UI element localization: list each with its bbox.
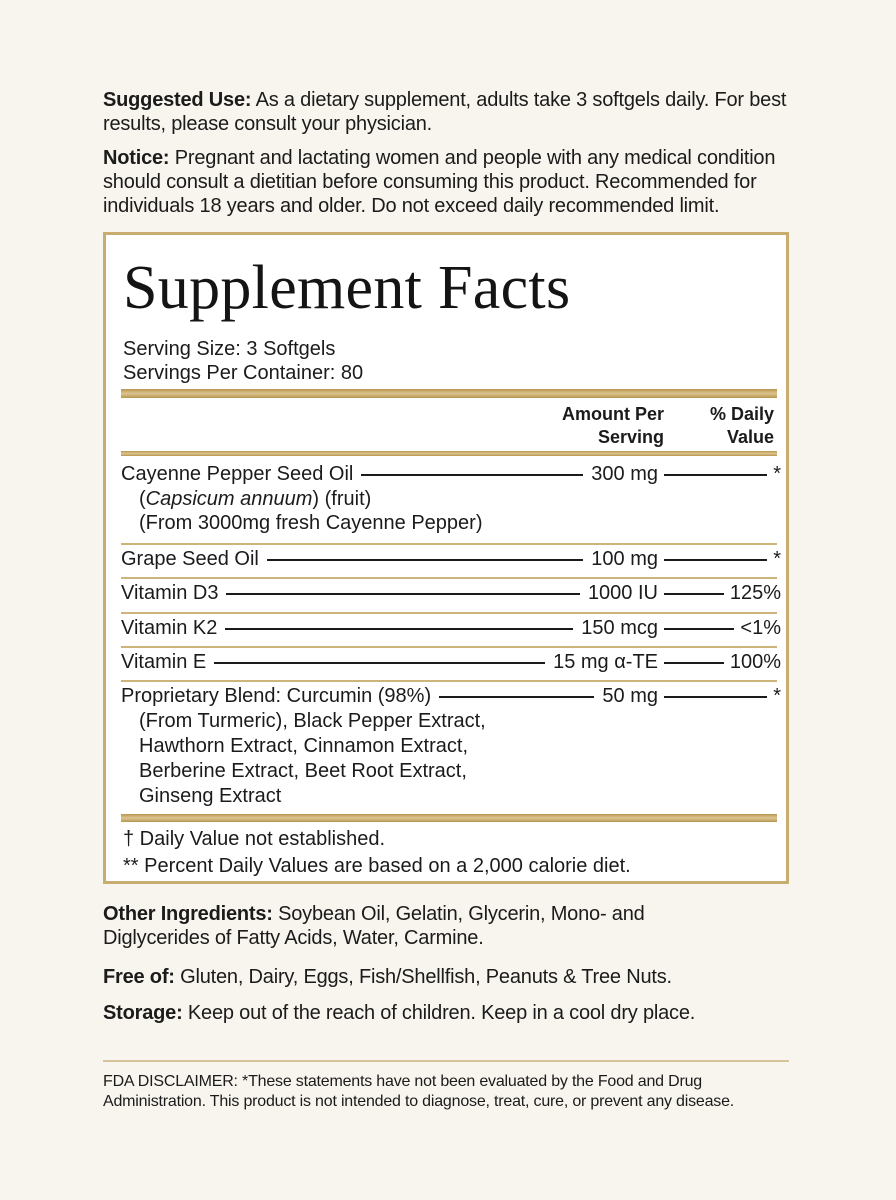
dv-header-line2: Value (726, 427, 774, 447)
ingredient-subline: Ginseng Extract (139, 785, 282, 807)
storage-label: Storage: (103, 1002, 183, 1024)
ingredient-name: Cayenne Pepper Seed Oil (121, 462, 361, 486)
ingredient-subline (139, 487, 371, 511)
storage (103, 1001, 803, 1025)
ingredient-subline: Berberine Extract, Beet Root Extract, (139, 760, 467, 782)
amount-header-line2: Serving (597, 427, 664, 447)
ingredient-name: Grape Seed Oil (121, 547, 267, 571)
free-of-label: Free of: (103, 966, 175, 988)
notice (103, 146, 803, 218)
notice-label: Notice: (103, 147, 170, 169)
amount-header-line1: Amount Per (561, 404, 664, 424)
thick-divider (121, 389, 777, 398)
amount-per-serving-header (524, 403, 664, 449)
suggested-use-label: Suggested Use: (103, 89, 252, 111)
botanical-name: Capsicum annuum (145, 488, 313, 510)
ingredient-dv: * (767, 684, 781, 708)
facts-row-vitamin-k2 (121, 616, 781, 642)
other-ingredients-line2: Diglycerides of Fatty Acids, Water, Carmine. (103, 927, 484, 949)
ingredient-subline: (From Turmeric), Black Pepper Extract, (139, 710, 486, 732)
facts-row-vitamin-e (121, 650, 781, 676)
row-divider (121, 577, 777, 579)
ingredient-subline: (From 3000mg fresh Cayenne Pepper) (139, 512, 483, 534)
ingredient-dv: <1% (734, 616, 781, 640)
supplement-facts-panel (103, 232, 789, 884)
thick-divider-bottom (121, 814, 777, 822)
ingredient-dv: 125% (724, 581, 781, 605)
daily-value-header (674, 403, 774, 449)
ingredient-dv: * (767, 462, 781, 486)
dotted-leader (121, 662, 781, 664)
facts-row-grape-seed (121, 547, 781, 573)
subline-post: ) (fruit) (312, 488, 372, 510)
suggested-use (103, 88, 803, 136)
ingredient-name: Proprietary Blend: Curcumin (98%) (121, 684, 439, 708)
other-ingredients-label: Other Ingredients: (103, 903, 273, 925)
facts-title: Supplement Facts (123, 254, 571, 322)
suggested-use-line2: results, please consult your physician. (103, 113, 433, 135)
other-ingredients (103, 902, 803, 950)
disclaimer-line1: FDA DISCLAIMER: *These statements have not been evaluated by the Food and Drug (103, 1073, 702, 1090)
storage-text: Keep out of the reach of children. Keep in a cool dry place. (182, 1002, 696, 1024)
row-divider (121, 543, 777, 545)
footnote-dagger: † Daily Value not established. (123, 828, 386, 850)
suggested-use-line1: As a dietary supplement, adults take 3 softgels daily. For best (251, 89, 787, 111)
row-divider (121, 680, 777, 682)
servings-per-container: Servings Per Container: 80 (123, 362, 364, 384)
footnote-daily-values: ** Percent Daily Values are based on a 2,000 calorie diet. (123, 855, 631, 877)
row-divider (121, 612, 777, 614)
free-of-text: Gluten, Dairy, Eggs, Fish/Shellfish, Peanuts & Tree Nuts. (174, 966, 672, 988)
medium-divider (121, 451, 777, 456)
ingredient-dv: 100% (724, 650, 781, 674)
ingredient-amount: 50 mg (594, 684, 664, 708)
row-divider (121, 646, 777, 648)
ingredient-name: Vitamin K2 (121, 616, 225, 640)
ingredient-amount: 15 mg α-TE (545, 650, 664, 674)
ingredient-dv: * (767, 547, 781, 571)
notice-line1: Pregnant and lactating women and people with any medical condition (169, 147, 776, 169)
disclaimer-divider (103, 1060, 789, 1062)
ingredient-name: Vitamin E (121, 650, 214, 674)
fda-disclaimer (103, 1072, 803, 1112)
facts-row-proprietary-blend (121, 684, 781, 810)
ingredient-amount: 150 mcg (573, 616, 664, 640)
facts-row-cayenne (121, 462, 781, 538)
ingredient-amount: 300 mg (583, 462, 664, 486)
free-of (103, 965, 803, 989)
ingredient-subline: Hawthorn Extract, Cinnamon Extract, (139, 735, 469, 757)
ingredient-name: Vitamin D3 (121, 581, 226, 605)
notice-line2: should consult a dietitian before consuming this product. Recommended for (103, 171, 757, 193)
facts-row-vitamin-d3 (121, 581, 781, 607)
disclaimer-line2: Administration. This product is not intended to diagnose, treat, cure, or prevent any disease. (103, 1093, 735, 1110)
notice-line3: individuals 18 years and older. Do not exceed daily recommended limit. (103, 195, 720, 217)
serving-size: Serving Size: 3 Softgels (123, 338, 336, 360)
subline-pre: ( (139, 488, 146, 510)
ingredient-amount: 100 mg (583, 547, 664, 571)
ingredient-amount: 1000 IU (580, 581, 664, 605)
dv-header-line1: % Daily (709, 404, 774, 424)
other-ingredients-line1: Soybean Oil, Gelatin, Glycerin, Mono- and (272, 903, 645, 925)
